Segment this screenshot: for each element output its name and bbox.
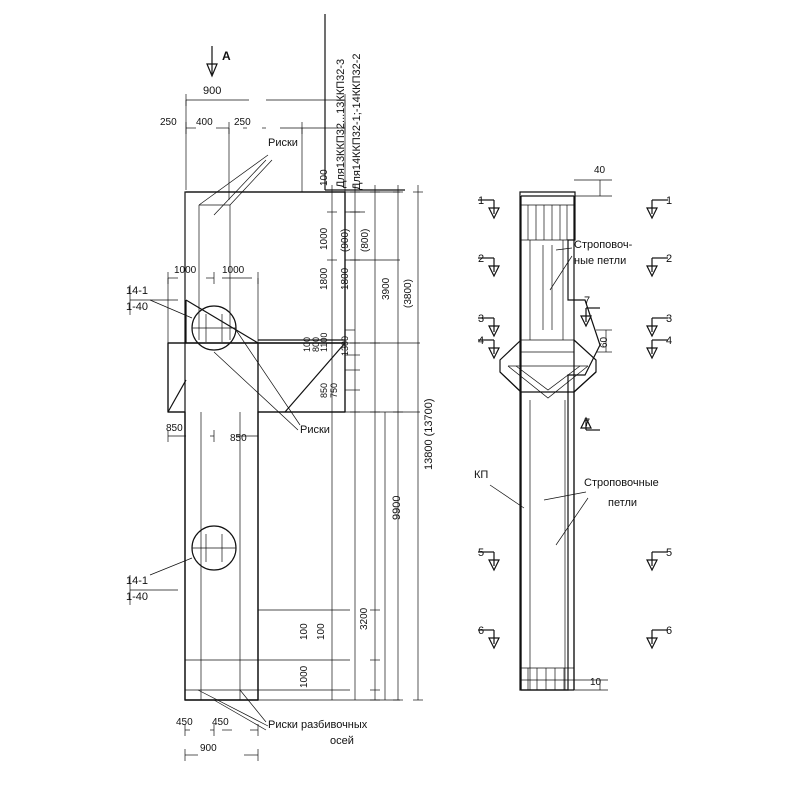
weld-symbol-bottom-line1: 14-1 xyxy=(126,575,149,587)
dim-1800-b: 1800 xyxy=(340,267,351,290)
lifting-loop-label2-line1: Строповочные xyxy=(584,477,659,489)
section-marker-4-right: 4 xyxy=(666,335,673,347)
section-marker-1-left: 1 xyxy=(478,195,485,207)
risks-label-bottom-line2: осей xyxy=(330,735,354,747)
dim-1000-right: 1000 xyxy=(222,265,245,276)
view-arrow-label: A xyxy=(222,49,231,63)
dim-3900: 3900 xyxy=(381,277,392,300)
dim-800-paren: (800) xyxy=(360,228,371,252)
dim-60-side: 60 xyxy=(599,336,610,348)
risks-label-bottom-line1: Риски разбивочных xyxy=(268,719,368,731)
kp-label: КП xyxy=(474,469,489,481)
dim-850-left: 850 xyxy=(166,423,183,434)
section-marker-2-left: 2 xyxy=(478,253,485,265)
risks-label-top: Риски xyxy=(268,137,298,149)
risks-label-mid: Риски xyxy=(300,424,330,436)
series-note-line2: Для14ККП32-1;-14ККП32-2 xyxy=(351,53,363,190)
dim-1000: 1000 xyxy=(319,227,330,250)
lifting-loop-label-line1: Строповоч- xyxy=(574,239,633,251)
dim-top-400: 400 xyxy=(196,117,213,128)
dim-1000-bottom: 1000 xyxy=(299,665,310,688)
section-marker-2-right: 2 xyxy=(666,253,673,265)
weld-symbol-top-line2: 1-40 xyxy=(126,301,149,313)
dim-900-bottom: 900 xyxy=(200,743,217,754)
lifting-loop-label-line2: ные петли xyxy=(574,255,627,267)
dim-100-b: 100 xyxy=(302,336,312,352)
section-marker-7-upper: 7 xyxy=(584,295,591,307)
dim-100-d: 100 xyxy=(316,623,327,640)
dim-1100: 1100 xyxy=(319,332,329,352)
dim-900-paren: (900) xyxy=(340,228,351,252)
dim-13800-overall: 13800 (13700) xyxy=(423,398,435,470)
dim-9900: 9900 xyxy=(391,495,403,520)
section-marker-7-lower: 7 xyxy=(584,417,591,429)
dim-1800-a: 1800 xyxy=(319,267,330,290)
section-marker-3-right: 3 xyxy=(666,313,673,325)
section-marker-1-right: 1 xyxy=(666,195,673,207)
dim-850-vert: 850 xyxy=(319,382,329,398)
dim-1300: 1300 xyxy=(340,335,350,356)
dim-100-top: 100 xyxy=(319,169,330,186)
dim-3200: 3200 xyxy=(359,607,370,630)
dim-top-total-900: 900 xyxy=(203,85,222,97)
dim-750: 750 xyxy=(329,382,339,398)
section-marker-6-left: 6 xyxy=(478,625,485,637)
weld-symbol-bottom-line2: 1-40 xyxy=(126,591,149,603)
section-marker-5-right: 5 xyxy=(666,547,673,559)
lifting-loop-label2-line2: петли xyxy=(608,497,638,509)
dim-top-250-right: 250 xyxy=(234,117,251,128)
dim-10-bottom: 10 xyxy=(590,677,602,688)
series-note-line1: Для13ККП32...13ККП32-3 xyxy=(335,58,347,188)
section-marker-4-left: 4 xyxy=(478,335,485,347)
weld-symbol-top-line1: 14-1 xyxy=(126,285,149,297)
dim-450-right: 450 xyxy=(212,717,229,728)
dim-3800-paren: (3800) xyxy=(403,279,414,308)
dim-850-right: 850 xyxy=(230,433,247,444)
dim-top-250-left: 250 xyxy=(160,117,177,128)
dim-40-top: 40 xyxy=(594,165,606,176)
section-marker-5-left: 5 xyxy=(478,547,485,559)
dim-800-b: 800 xyxy=(311,336,321,352)
section-marker-6-right: 6 xyxy=(666,625,673,637)
dim-1000-left: 1000 xyxy=(174,265,197,276)
dim-100-c: 100 xyxy=(299,623,310,640)
section-marker-3-left: 3 xyxy=(478,313,485,325)
dim-450-left: 450 xyxy=(176,717,193,728)
